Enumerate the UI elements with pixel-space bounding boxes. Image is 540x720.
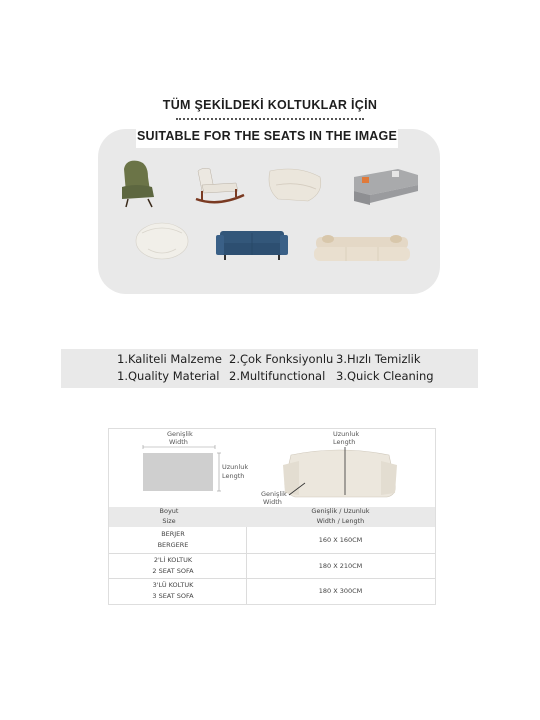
sofa-length-en: Length [333,438,356,446]
row-3-dims: 180 X 300CM [318,587,363,595]
sofa-length-tr: Uzunluk [333,430,360,438]
row-divider [109,553,435,554]
diagram-width-tr: Genişlik [167,430,193,438]
fabric-diagram [139,445,225,495]
feature-3-tr: 3.Hızlı Temizlik [336,352,421,366]
size-table [108,428,436,605]
header-dims-tr: Genişlik / Uzunluk [311,507,370,515]
floor-lounger-image [269,169,321,201]
header-dims-en: Width / Length [316,517,365,525]
row-1-dims: 160 X 160CM [318,536,363,544]
feature-1-en: 1.Quality Material [117,369,220,383]
feature-2-tr: 2.Çok Fonksiyonlu [229,352,334,366]
seats-panel [98,129,440,294]
sofa-width-en: Width [263,498,282,506]
title-english: SUITABLE FOR THE SEATS IN THE IMAGE [136,124,398,148]
header-size: Size [162,517,176,525]
row-3-name-tr: 3'LÜ KOLTUK [152,581,194,589]
row-1-name-en: BERGERE [157,541,189,549]
header-boyut: Boyut [159,507,179,515]
diagram-length-en: Length [222,472,245,480]
row-1-name-tr: BERJER [161,530,185,538]
row-2-dims: 180 X 210CM [318,562,363,570]
beige-sofa-image [314,235,410,261]
green-armchair-image [122,161,154,207]
row-3-name-en: 3 SEAT SOFA [152,592,194,600]
covered-sofa-diagram [269,443,409,503]
seats-illustrations [98,129,440,294]
rocking-chair-image [196,168,244,202]
row-2-name-tr: 2'Lİ KOLTUK [153,556,193,564]
diagram-width-en: Width [169,438,188,446]
corner-sofa-image [354,169,418,205]
dotted-divider [176,118,364,120]
feature-2-en: 2.Multifunctional [229,369,326,383]
diagram-length-tr: Uzunluk [222,463,249,471]
feature-3-en: 3.Quick Cleaning [336,369,434,383]
row-2-name-en: 2 SEAT SOFA [152,567,194,575]
feature-1-tr: 1.Kaliteli Malzeme [117,352,222,366]
blue-sofa-image [216,231,288,260]
pouf-chair-image [136,223,188,259]
row-divider [109,578,435,579]
title-turkish: TÜM ŞEKİLDEKİ KOLTUKLAR İÇİN [162,98,378,112]
sofa-width-tr: Genişlik [261,490,287,498]
